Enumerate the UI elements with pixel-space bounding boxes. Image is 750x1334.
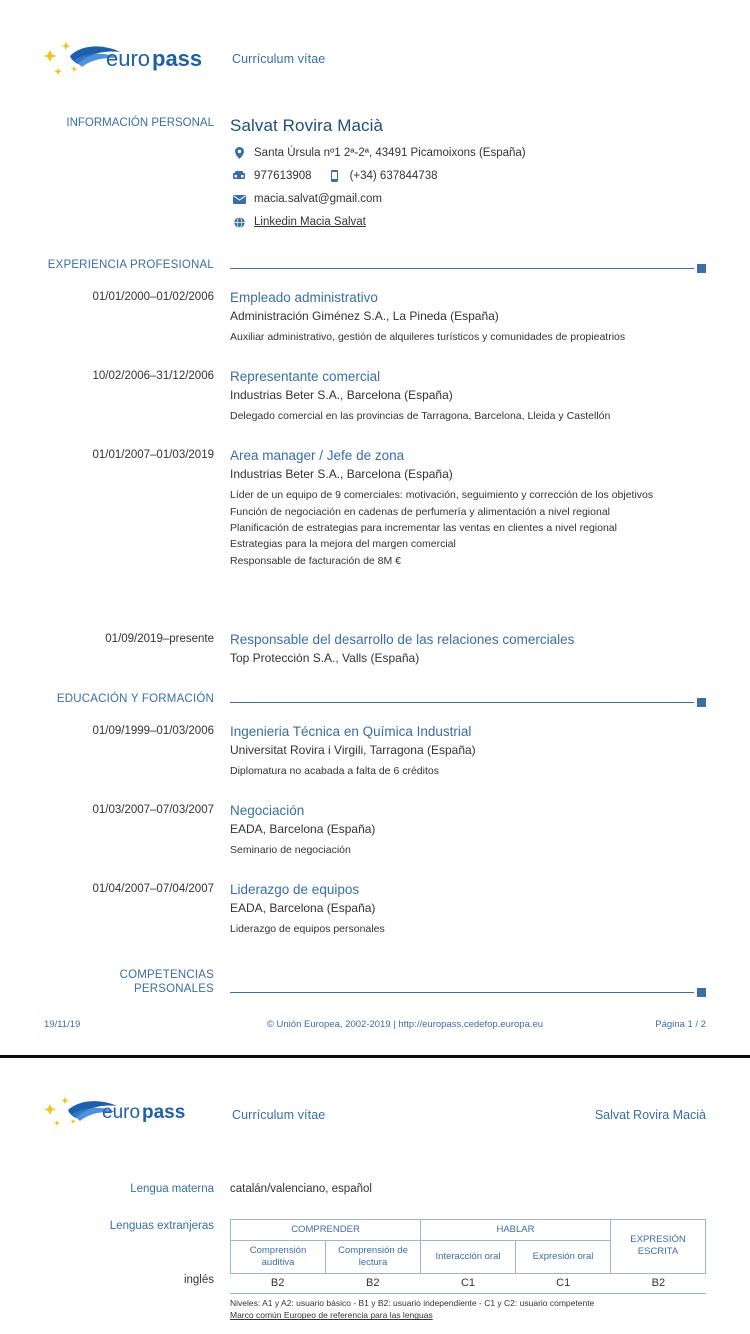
page-title: Salvat Rovira Macià: [230, 116, 384, 135]
entry-dates: 01/01/2000–01/02/2006: [92, 290, 214, 303]
level-comprension-lectura: B2: [325, 1274, 420, 1294]
skills-section-header: [0, 968, 750, 999]
telephone-icon: [230, 171, 248, 181]
header-cv-label: Currículum vítae: [232, 52, 326, 66]
skills-rule: [230, 987, 706, 999]
svg-text:euro: euro: [102, 1102, 141, 1123]
contact-phones: [230, 169, 706, 184]
page-footer: [0, 1019, 750, 1030]
table-header-groups: [231, 1220, 706, 1241]
education-section-header: [0, 692, 750, 709]
entry-bullet: Diplomatura no acabada a falta de 6 créditos: [230, 765, 439, 778]
table-row: [230, 1274, 706, 1294]
svg-text:euro: euro: [106, 46, 151, 71]
mobile-text: (+34) 637844738: [349, 169, 438, 182]
language-level-row: [0, 1274, 750, 1323]
entry-title: Representante comercial: [230, 368, 381, 384]
svg-text:pass: pass: [152, 46, 203, 71]
envelope-icon: [230, 195, 248, 204]
entry-dates: 01/01/2007–01/03/2019: [92, 448, 214, 461]
personal-information-body: [230, 116, 706, 238]
education-entry: [0, 723, 750, 780]
footer-date: 19/11/19: [44, 1019, 81, 1030]
header-cv-label: Currículum vítae: [232, 1108, 326, 1122]
entry-organization: Industrias Beter S.A., Barcelona (España): [230, 388, 453, 403]
globe-icon: [230, 217, 248, 228]
mother-tongue-value: catalán/valenciano, español: [230, 1183, 372, 1195]
skills-section-title-line2: PERSONALES: [134, 982, 214, 995]
entry-title: Liderazgo de equipos: [230, 881, 360, 897]
entry-bullet: Líder de un equipo de 9 comerciales: motivación, seguimiento y corrección de los objetivos: [230, 489, 654, 502]
entry-bullet: Responsable de facturación de 8M €: [230, 554, 402, 567]
sub-header-comprension-lectura: Comprensión de lectura: [326, 1240, 421, 1273]
location-pin-icon: [230, 147, 248, 159]
foreign-languages-row: [0, 1219, 750, 1274]
entry-title: Negociación: [230, 802, 305, 818]
entry-organization: EADA, Barcelona (España): [230, 822, 376, 837]
language-levels-table: [230, 1274, 706, 1295]
entry-dates: 10/02/2006–31/12/2006: [92, 369, 214, 382]
languages-note: [230, 1298, 706, 1322]
header-person-name: Salvat Rovira Macià: [594, 1108, 706, 1122]
sub-header-comprension-auditiva: Comprensión auditiva: [231, 1240, 326, 1273]
level-interaccion-oral: C1: [420, 1274, 515, 1294]
contact-email: [230, 192, 706, 207]
europass-logo: [44, 36, 220, 82]
experience-entry: [0, 631, 750, 672]
foreign-languages-table-wrap: [230, 1219, 706, 1274]
entry-bullet: Función de negociación en cadenas de perfumería y alimentación a nivel regional: [230, 505, 610, 518]
mother-tongue-label: Lengua materna: [130, 1183, 214, 1195]
languages-table: [230, 1219, 706, 1274]
footer-copyright: © Unión Europea, 2002-2019 | http://europass.cedefop.europa.eu: [266, 1019, 544, 1030]
contact-address: [230, 146, 706, 161]
document-header: [0, 0, 750, 82]
foreign-languages-label: Lenguas extranjeras: [109, 1220, 214, 1232]
level-expresion-oral: C1: [516, 1274, 611, 1294]
group-header-comprender: COMPRENDER: [231, 1220, 421, 1241]
mother-tongue-row: [0, 1182, 750, 1195]
level-expresion-escrita: B2: [611, 1274, 706, 1294]
svg-text:pass: pass: [142, 1102, 186, 1123]
entry-organization: EADA, Barcelona (España): [230, 901, 376, 916]
entry-bullet: Liderazgo de equipos personales: [230, 923, 385, 936]
personal-information-section: [0, 116, 750, 238]
sub-header-expresion-oral: Expresión oral: [516, 1240, 611, 1273]
linkedin-link[interactable]: Linkedin Macia Salvat: [254, 215, 366, 228]
entry-bullet: Auxiliar administrativo, gestión de alquileres turísticos y comunidades de propieatrios: [230, 331, 626, 344]
experience-section-header: [0, 258, 750, 275]
skills-section-title-line1: COMPETENCIAS: [119, 968, 214, 981]
footer-page-number: Página 1 / 2: [655, 1019, 706, 1030]
entry-organization: Top Protección S.A., Valls (España): [230, 651, 420, 666]
entry-title: Empleado administrativo: [230, 289, 378, 305]
entry-bullet: Planificación de estrategias para incrementar las ventas en clientes a nivel regional: [230, 522, 617, 535]
experience-entry: [0, 447, 750, 569]
entry-dates: 01/04/2007–07/04/2007: [92, 882, 214, 895]
entry-bullet: Estrategias para la mejora del margen comercial: [230, 538, 456, 551]
entry-dates: 01/09/2019–presente: [105, 632, 214, 645]
education-section-title: EDUCACIÓN Y FORMACIÓN: [56, 692, 214, 705]
phone-text: 977613908: [254, 169, 312, 182]
experience-entry: [0, 368, 750, 425]
personal-information-label: INFORMACIÓN PERSONAL: [66, 117, 214, 129]
level-comprension-auditiva: B2: [230, 1274, 325, 1294]
group-header-hablar: HABLAR: [421, 1220, 611, 1241]
sub-header-interaccion-oral: Interacción oral: [421, 1240, 516, 1273]
education-rule: [230, 697, 706, 709]
entry-organization: Administración Giménez S.A., La Pineda (España): [230, 309, 499, 324]
entry-title: Area manager / Jefe de zona: [230, 447, 405, 463]
entry-title: Ingenieria Técnica en Química Industrial: [230, 723, 472, 739]
mobile-phone-icon: [326, 170, 344, 182]
contact-linkedin: [230, 215, 706, 230]
entry-organization: Industrias Beter S.A., Barcelona (España): [230, 467, 453, 482]
document-page-2: [0, 1058, 750, 1322]
entry-organization: Universitat Rovira i Virgili, Tarragona (España): [230, 743, 476, 758]
education-entry: [0, 802, 750, 859]
education-entry: [0, 881, 750, 938]
entry-dates: 01/09/1999–01/03/2006: [92, 724, 214, 737]
email-text[interactable]: macia.salvat@gmail.com: [254, 192, 382, 205]
levels-legend: Niveles: A1 y A2: usuario básico - B1 y B2: usuario independiente - C1 y C2: usuario competente: [230, 1298, 595, 1309]
experience-entry: [0, 289, 750, 346]
europass-logo: [44, 1092, 220, 1138]
document-header-page2: [0, 1058, 750, 1138]
entry-dates: 01/03/2007–07/03/2007: [92, 803, 214, 816]
experience-section-title: EXPERIENCIA PROFESIONAL: [47, 258, 214, 271]
group-header-expresion-escrita: EXPRESIÓN ESCRITA: [611, 1220, 706, 1274]
experience-rule: [230, 263, 706, 275]
entry-title: Responsable del desarrollo de las relaciones comerciales: [230, 631, 575, 647]
cefr-link[interactable]: Marco común Europeo de referencia para las lenguas: [230, 1310, 433, 1321]
language-name: inglés: [183, 1273, 214, 1286]
entry-bullet: Delegado comercial en las provincias de Tarragona, Barcelona, Lleida y Castellón: [230, 410, 611, 423]
entry-bullet: Seminario de negociación: [230, 844, 351, 857]
address-text: Santa Úrsula nº1 2ª-2ª, 43491 Picamoixons (España): [254, 147, 526, 159]
